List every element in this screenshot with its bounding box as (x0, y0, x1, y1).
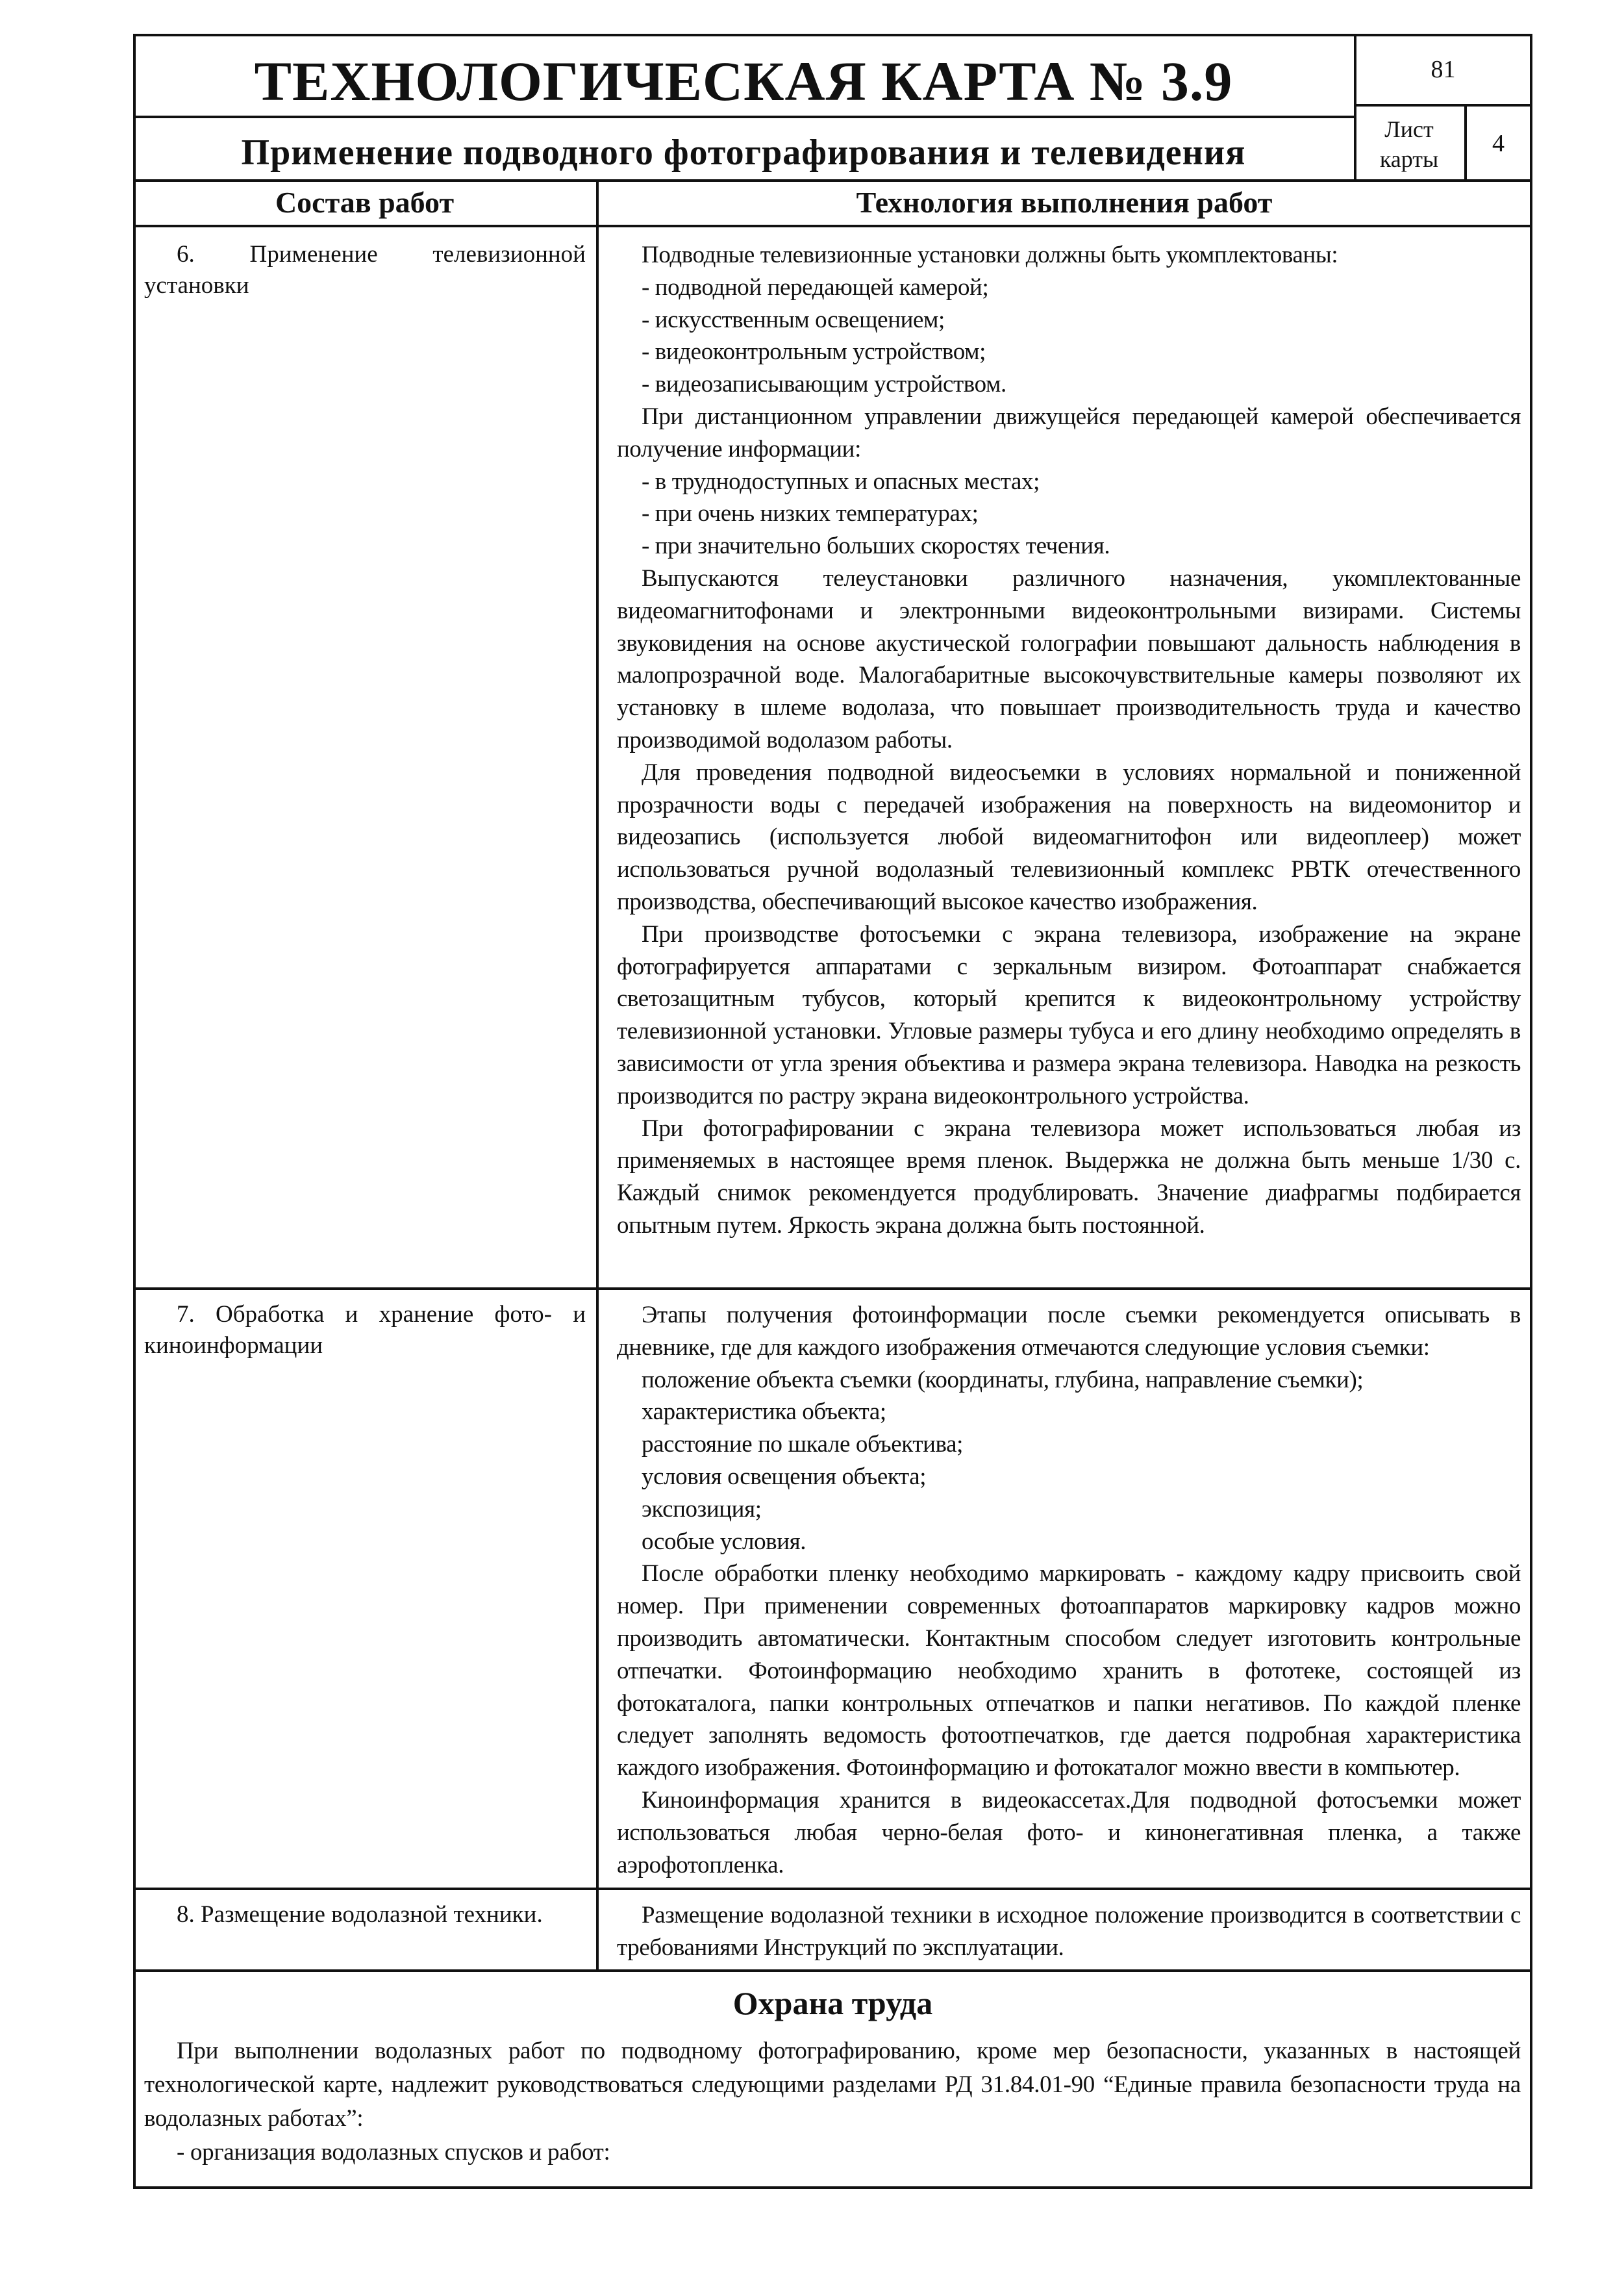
step-6-text: 6. Применение телевизионной установки (144, 241, 586, 299)
paragraph: После обработки пленку необходимо маркировать - каждому кадру присвоить свой номер. При применении современных фотоаппаратов маркировку кадров можно производить автоматически. Контактным способом следует изготовить контрольные отпечатки. Фотоинформацию необходимо хранить в фототеке, состоящей из фотокаталога, папки контрольных отпечатков и папки негативов. По каждой пленке следует заполнять ведомость фотоотпечатков, где дается подробная характеристика каждого изображения. Фотоинформацию и фотокаталог можно ввести в компьютер. (617, 1560, 1521, 1782)
list-item: особые условия. (642, 1528, 806, 1555)
paragraph: Выпускаются телеустановки различного назначения, укомплектованные видеомагнитофонами и электронными видеоконтрольными визирами. Системы звуковидения на основе акустической голографии повышают дальность наблюдения в малопрозрачной воде. Малогабаритные высокочувствительные камеры позволяют их установку в шлеме водолаза, что повышает производительность труда и качество производимой водолазом работы. (617, 564, 1521, 753)
step-7-text: 7. Обработка и хранение фото- и киноинформации (144, 1301, 586, 1359)
sheet-label-line2: карты (1379, 146, 1439, 172)
safety-paragraph: При выполнении водолазных работ по подводному фотографированию, кроме мер безопасности, указанных в настоящей технологической карте, надлежит руководствоваться следующими разделами РД 31.84.01-90 “Единые правила безопасности труда на водолазных работах”: (144, 2038, 1521, 2132)
sheet-label-line1: Лист (1384, 116, 1434, 142)
safety-list-item: - организация водолазных спусков и работ: (177, 2139, 610, 2166)
row-8-bottom-rule (133, 1969, 1532, 1972)
list-item: - искусственным освещением; (642, 306, 945, 333)
row-7-bottom-rule (133, 1888, 1532, 1890)
list-item: условия освещения объекта; (642, 1463, 927, 1490)
safety-text (144, 2034, 1521, 2169)
step-6-label (144, 239, 586, 301)
paragraph: При дистанционном управлении движущейся передающей камерой обеспечивается получение информации: (617, 403, 1521, 462)
sheet-number: 4 (1492, 130, 1505, 157)
column-separator (596, 179, 599, 1971)
paragraph: Этапы получения фотоинформации после съемки рекомендуется описывать в дневнике, где для каждого изображения отмечаются следующие условия съемки: (617, 1302, 1521, 1361)
step-8-description (617, 1899, 1521, 1964)
paragraph: Подводные телевизионные установки должны быть укомплектованы: (642, 242, 1338, 268)
step-6-description (617, 239, 1521, 1242)
list-item: - при очень низких температурах; (642, 500, 979, 527)
paragraph: При фотографировании с экрана телевизора может использоваться любая из применяемых в настоящее время пленок. Выдержка не должна быть меньше 1/30 с. Каждый снимок рекомендуется продублировать. Значение диафрагмы подбирается опытным путем. Яркость экрана должна быть постоянной. (617, 1115, 1521, 1239)
list-item: - при значительно больших скоростях течения. (642, 533, 1110, 560)
sheet-label (1354, 105, 1464, 182)
paragraph: Размещение водолазной техники в исходное положение производится в соответствии с требованиями Инструкций по эксплуатации. (617, 1902, 1521, 1961)
step-7-label (144, 1299, 586, 1361)
list-item: характеристика объекта; (642, 1398, 886, 1426)
column-header-left: Состав работ (275, 186, 455, 219)
card-title: ТЕХНОЛОГИЧЕСКАЯ КАРТА № 3.9 (254, 50, 1233, 112)
list-item: - подводной передающей камерой; (642, 273, 989, 301)
step-8-text: 8. Размещение водолазной техники. (177, 1901, 543, 1928)
step-7-description (617, 1299, 1521, 1881)
column-header-right: Технология выполнения работ (856, 186, 1273, 219)
list-item: расстояние по шкале объектива; (642, 1431, 963, 1458)
list-item: экспозиция; (642, 1495, 762, 1523)
list-item: - видеозаписывающим устройством. (642, 371, 1006, 398)
safety-title: Охрана труда (732, 1985, 933, 2021)
row-6-bottom-rule (133, 1287, 1532, 1290)
list-item: - видеоконтрольным устройством; (642, 338, 986, 366)
list-item: положение объекта съемки (координаты, глубина, направление съемки); (642, 1366, 1364, 1393)
paragraph: Киноинформация хранится в видеокассетах.Для подводной фотосъемки может использоваться любая черно-белая фото- и кинонегативная пленка, а также аэрофотопленка. (617, 1786, 1521, 1878)
page-number: 81 (1430, 56, 1456, 83)
card-subtitle: Применение подводного фотографирования и телевидения (241, 133, 1246, 173)
list-item: - в труднодоступных и опасных местах; (642, 468, 1040, 495)
step-8-label (144, 1899, 586, 1930)
paragraph: Для проведения подводной видеосъемки в условиях нормальной и пониженной прозрачности воды с передачей изображения на поверхность на видеомонитор и видеозапись (используется любой видеомагнитофон или видеоплеер) может использоваться ручной водолазный телевизионный комплекс РВТК отечественного производства, обеспечивающий высокое качество изображения. (617, 759, 1521, 915)
paragraph: При производстве фотосъемки с экрана телевизора, изображение на экране фотографируется аппаратами с зеркальным визиром. Фотоаппарат снабжается светозащитным тубусов, который крепится к видеоконтрольному устройству телевизионной установки. Угловые размеры тубуса и его длину необходимо определять в зависимости от угла зрения объектива и размера экрана телевизора. Наводка на резкость производится по растру экрана видеоконтрольного устройства. (617, 920, 1521, 1109)
